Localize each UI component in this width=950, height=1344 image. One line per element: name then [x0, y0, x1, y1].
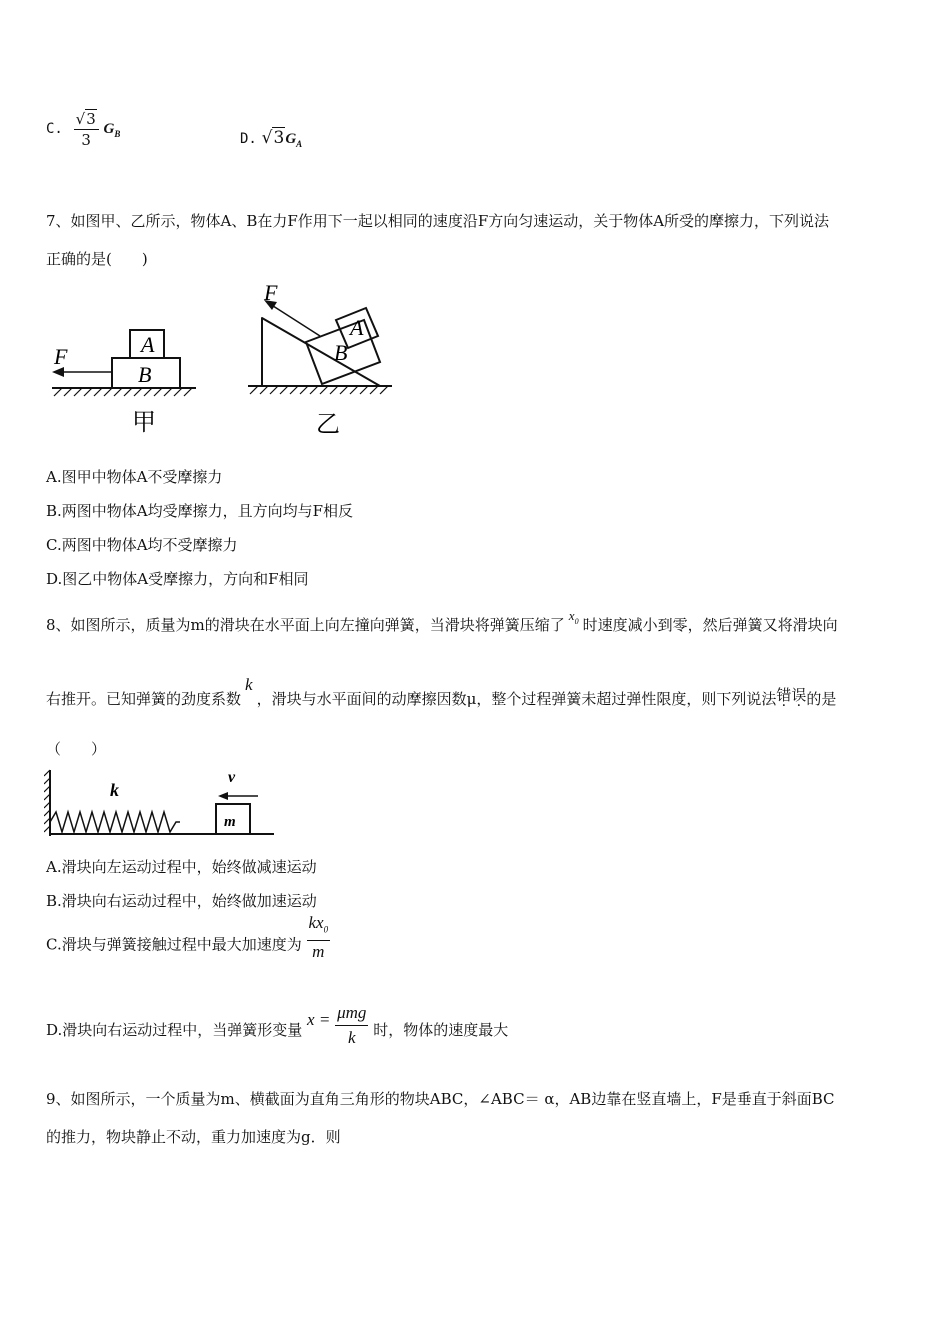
q6-option-d-sub: A [296, 139, 303, 149]
q8-option-d [46, 1004, 508, 1056]
q7-label-f-right: F [264, 280, 278, 305]
q8-option-d-lhs: x = [307, 1010, 331, 1029]
q8-fig-m: m [224, 814, 236, 830]
q8-line1-b: 时速度减小到零，然后弹簧又将滑块向 [582, 616, 838, 634]
q8-x0-sub: 0 [574, 617, 579, 626]
q6-option-d-var: G [285, 131, 297, 147]
q6-option-c-var: G [103, 121, 115, 137]
q8-stem-line1 [46, 608, 838, 636]
q8-fig-v: v [228, 769, 236, 786]
q8-line2-a: 右推开。已知弹簧的劲度系数 [46, 690, 242, 708]
q7-number: 7、 [46, 212, 71, 230]
q8-line2-err1: 错 [776, 686, 792, 704]
q9-number: 9、 [46, 1090, 71, 1108]
q7-figure-yi [248, 300, 392, 394]
q8-option-c-denominator: m [312, 942, 325, 962]
q6-option-c-label: C. [46, 121, 63, 137]
q7-stem-line2 [46, 248, 148, 269]
q8-option-d-fraction [335, 1001, 368, 1050]
q8-stem-line3: （ ） [46, 740, 107, 758]
q8-option-c-num-sub: 0 [323, 924, 329, 935]
q8-spring [50, 812, 180, 832]
q7-caption-jia: 甲 [132, 410, 156, 436]
q9-stem-line2: 的推力，物块静止不动，重力加速度为g．则 [46, 1128, 341, 1146]
q7-figure [44, 280, 404, 440]
q8-stem-line2 [46, 675, 837, 709]
q8-fig-k: k [110, 780, 119, 800]
q8-option-b: B.滑块向右运动过程中，始终做加速运动 [46, 892, 317, 910]
q7-stem-line1 [46, 210, 829, 231]
q8-line1-a: 如图所示，质量为m的滑块在水平面上向左撞向弹簧，当滑块将弹簧压缩了 [70, 616, 565, 634]
q7-label-a-right: A [350, 315, 364, 340]
q7-option-c: C.两图中物体A均不受摩擦力 [46, 536, 238, 554]
q8-option-d-text-a: D.滑块向右运动过程中，当弹簧形变量 [46, 1021, 303, 1039]
q6-option-c-denominator: 3 [81, 130, 91, 149]
q8-k-var: k [245, 675, 253, 694]
q8-line2-c: 的是 [806, 690, 837, 708]
q8-option-d-numerator: μmg [335, 1001, 368, 1026]
q6-option-d-sqrt: √3 [261, 128, 285, 148]
q7-label-f-left: F [54, 344, 68, 369]
q6-option-c-numerator: 3 [86, 109, 96, 128]
q6-option-c-sub: B [114, 129, 121, 139]
q7-caption-yi: 乙 [316, 412, 340, 438]
q7-option-a: A.图甲中物体A不受摩擦力 [46, 468, 223, 486]
q6-option-c [46, 100, 120, 156]
q7-figure-jia [52, 330, 196, 396]
q8-option-d-text-b: 时，物体的速度最大 [373, 1021, 509, 1039]
q7-label-b-left: B [138, 362, 152, 387]
q7-stem-text2: 正确的是( ) [46, 250, 148, 268]
q8-option-c-fraction [307, 912, 331, 963]
q9-stem-line1 [46, 1088, 835, 1109]
q6-option-c-fraction: $\frac{√3}{3}$ [74, 109, 99, 150]
q8-option-c-text: C.滑块与弹簧接触过程中最大加速度为 [46, 935, 302, 954]
q9-line1: 如图所示，一个质量为m、横截面为直角三角形的物块ABC，∠ABC＝ α，AB边靠在竖直墙上，F是垂直于斜面BC [70, 1090, 835, 1108]
q8-option-c-numerator: kx [308, 913, 324, 932]
q7-label-a-left: A [141, 332, 155, 357]
q7-option-d: D.图乙中物体A受摩擦力，方向和F相同 [46, 570, 309, 588]
q8-x0-var: x [568, 608, 575, 623]
q8-option-a: A.滑块向左运动过程中，始终做减速运动 [46, 858, 317, 876]
q8-option-c [46, 913, 330, 968]
q7-stem-text1: 如图甲、乙所示，物体A、B在力F作用下一起以相同的速度沿F方向匀速运动，关于物体A所受的摩擦力，下列说法 [70, 212, 830, 230]
q8-option-d-denominator: k [347, 1027, 356, 1047]
q7-option-b: B.两图中物体A均受摩擦力，且方向均与F相反 [46, 502, 354, 520]
q7-label-b-right: B [334, 340, 348, 365]
q8-number: 8、 [46, 616, 71, 634]
q6-option-d [240, 110, 302, 166]
q8-line2-err2: 误 [791, 686, 807, 704]
q8-line2-b: ，滑块与水平面间的动摩擦因数μ，整个过程弹簧未超过弹性限度，则下列说法 [256, 690, 777, 708]
q8-figure [44, 766, 284, 842]
q6-option-d-label: D. [240, 131, 257, 147]
q6-option-d-radicand: 3 [273, 128, 285, 148]
